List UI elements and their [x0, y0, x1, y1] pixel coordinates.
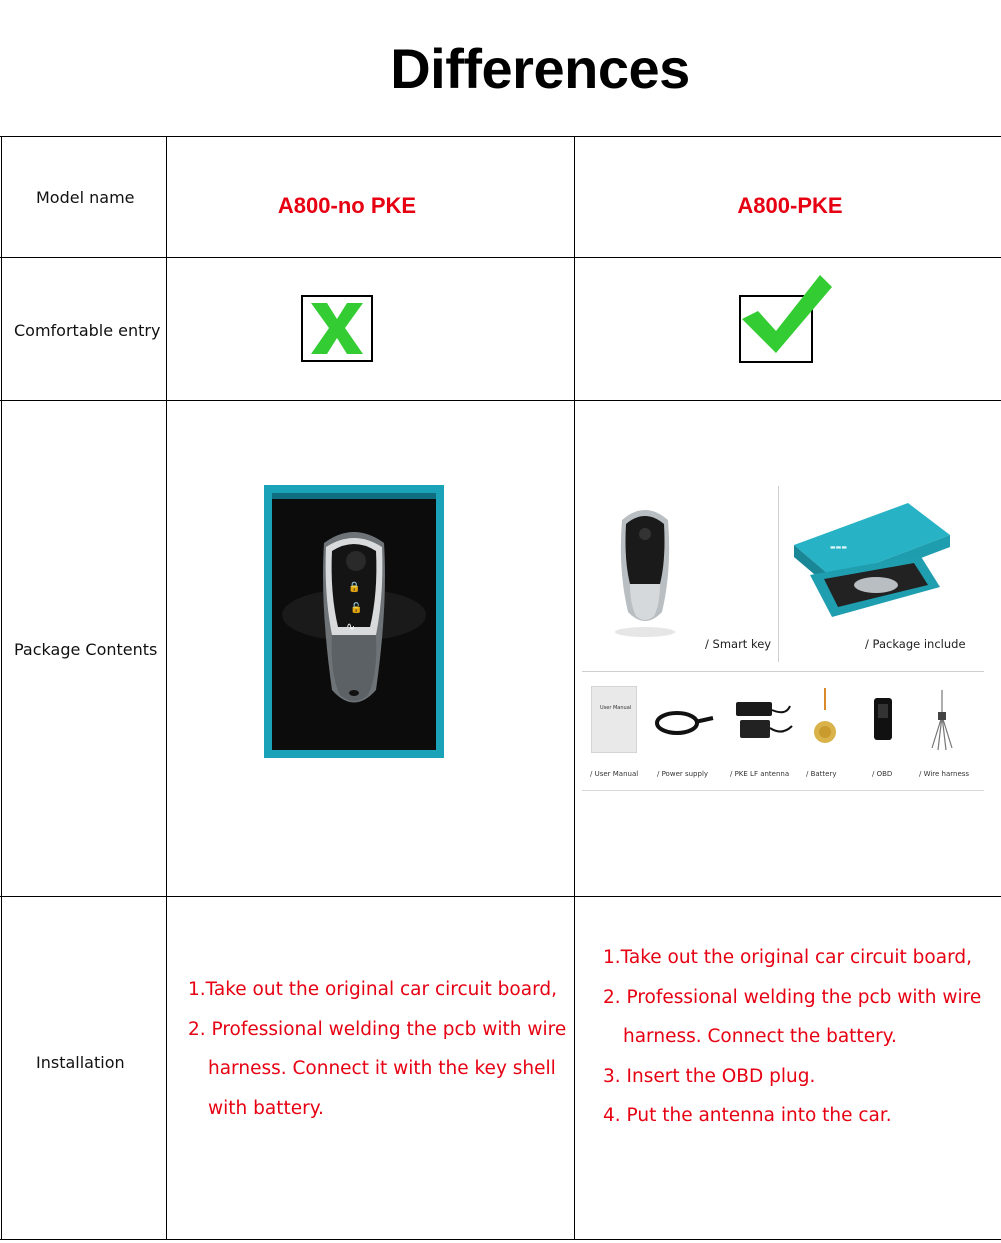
- image-separator: [582, 671, 984, 672]
- installation-line: 2. Professional welding the pcb with wire: [188, 1018, 567, 1040]
- wire-harness-image: [928, 690, 956, 752]
- package-box-image: [790, 495, 955, 625]
- image-separator: [582, 790, 984, 791]
- row-label-installation: Installation: [36, 1053, 125, 1072]
- user-manual-image: [591, 686, 637, 753]
- installation-line: 2. Professional welding the pcb with wire: [603, 986, 982, 1008]
- user-manual-cover-text: User Manual: [600, 705, 632, 711]
- item-caption-obd: / OBD: [872, 770, 893, 778]
- table-divider: [0, 896, 1001, 897]
- svg-text:∿: ∿: [346, 620, 356, 633]
- installation-line: 4. Put the antenna into the car.: [603, 1105, 892, 1126]
- cross-mark-icon: [301, 295, 373, 362]
- installation-line: harness. Connect the battery.: [623, 1026, 897, 1047]
- table-border-top: [0, 136, 1001, 137]
- item-caption-wire-harness: / Wire harness: [919, 770, 970, 778]
- battery-image: [813, 688, 837, 748]
- item-caption-pke-lf-antenna: / PKE LF antenna: [730, 770, 790, 778]
- installation-line: 1.Take out the original car circuit board,: [188, 979, 557, 1000]
- installation-steps-no-pke: [188, 970, 566, 1128]
- pke-antenna-image: [734, 696, 794, 746]
- row-label-model-name: Model name: [36, 188, 135, 207]
- installation-line: 1.Take out the original car circuit board,: [603, 947, 972, 968]
- row-label-package-contents: Package Contents: [14, 640, 158, 659]
- svg-text:▬▬▬: ▬▬▬: [830, 544, 848, 551]
- image-separator: [778, 486, 779, 662]
- page-title: Differences: [390, 37, 690, 100]
- table-divider: [0, 400, 1001, 401]
- table-divider: [166, 136, 167, 1240]
- svg-text:🔒: 🔒: [348, 582, 361, 593]
- package-include-caption: / Package include: [865, 637, 966, 651]
- svg-text:🔓: 🔓: [350, 603, 363, 614]
- smart-key-image: [610, 500, 680, 640]
- key-in-box-image: [264, 485, 444, 758]
- table-divider: [0, 257, 1001, 258]
- table-divider: [574, 136, 575, 1240]
- smart-key-caption: / Smart key: [705, 637, 772, 651]
- installation-line: with battery.: [208, 1097, 324, 1119]
- obd-image: [871, 696, 895, 742]
- installation-line: harness. Connect it with the key shell: [208, 1058, 556, 1079]
- installation-line: 3. Insert the OBD plug.: [603, 1065, 816, 1087]
- row-label-comfortable-entry: Comfortable entry: [14, 321, 161, 340]
- item-caption-battery: / Battery: [806, 770, 837, 778]
- power-supply-image: [655, 708, 717, 738]
- installation-steps-pke: [603, 938, 981, 1136]
- table-border-bottom: [0, 1239, 1001, 1240]
- item-caption-power-supply: / Power supply: [657, 770, 709, 778]
- table-border-left: [1, 136, 2, 1240]
- check-mark-icon: [738, 273, 838, 365]
- item-caption-user-manual: / User Manual: [590, 770, 639, 778]
- model-name-no-pke: A800-no PKE: [277, 193, 417, 218]
- model-name-pke: A800-PKE: [737, 193, 843, 218]
